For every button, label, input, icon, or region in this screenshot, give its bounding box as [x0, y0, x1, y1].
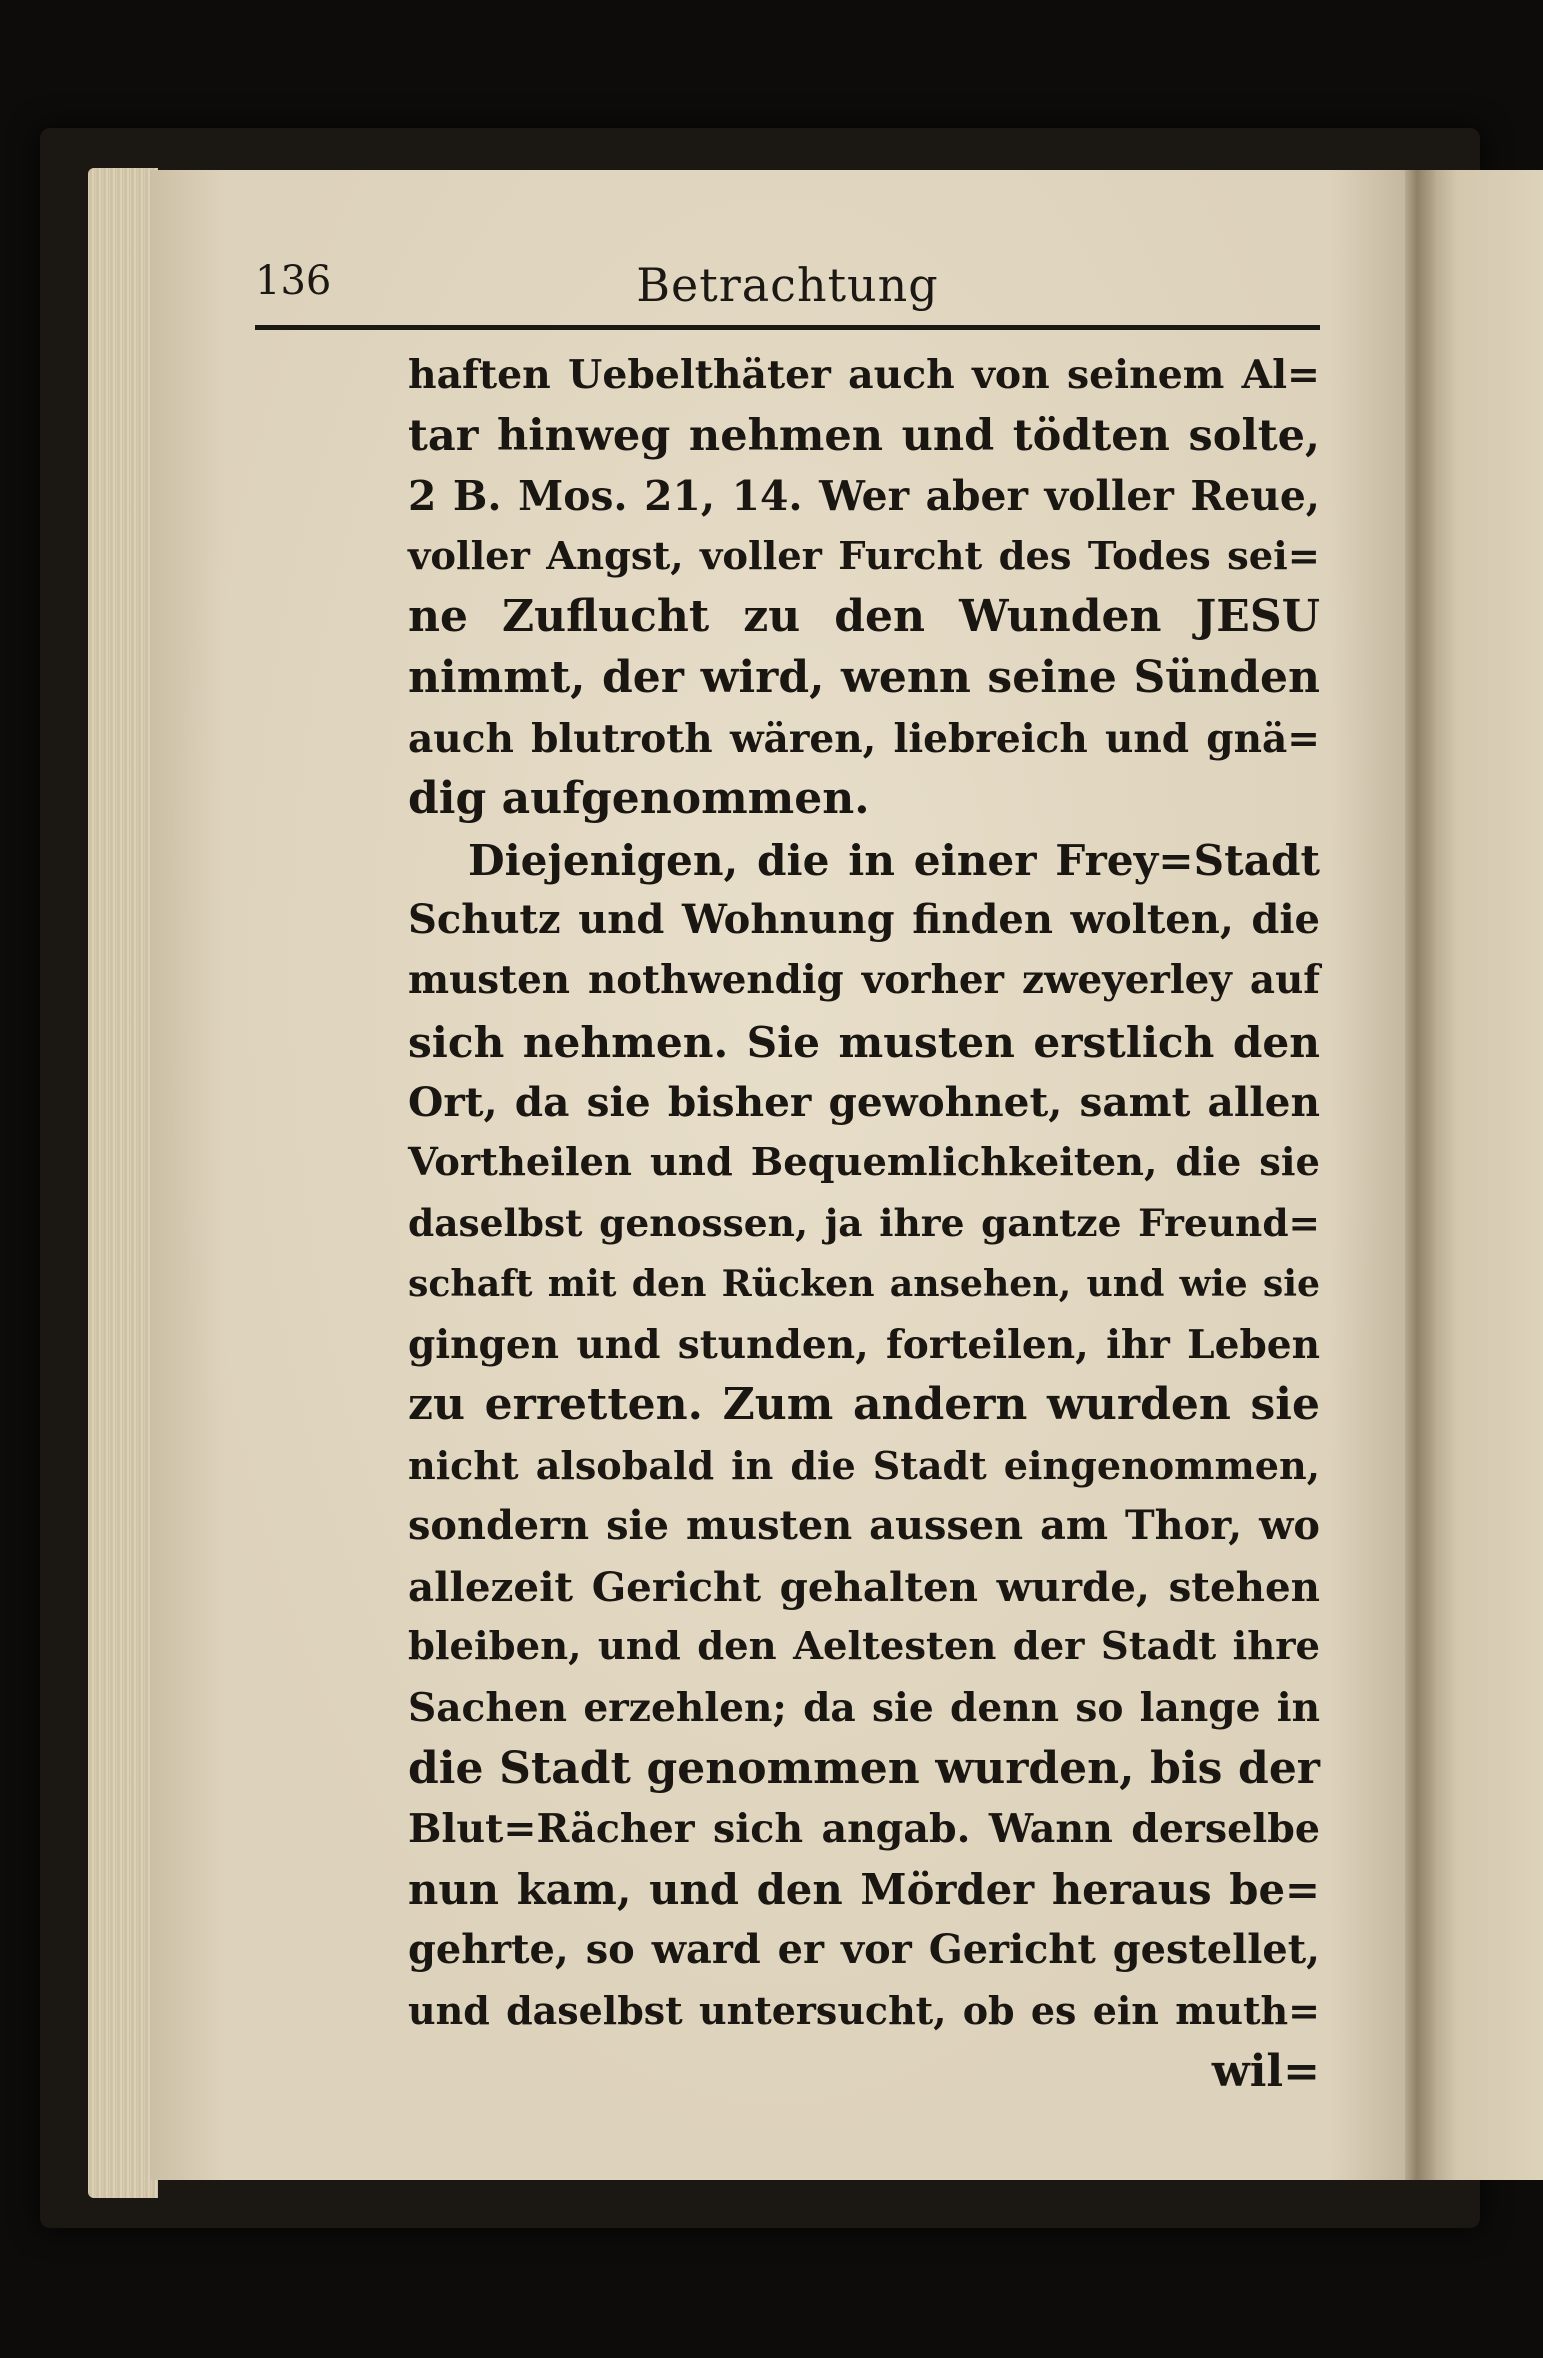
page-number: 136	[255, 258, 332, 304]
text-line: nicht alsobald in die Stadt eingenommen,	[408, 1442, 1320, 1488]
text-line: ne Zuflucht zu den Wunden JESU	[408, 591, 1320, 643]
text-line: nimmt, der wird, wenn seine Sünden	[408, 651, 1320, 703]
text-line: haften Uebelthäter auch von seinem Al=	[408, 352, 1320, 398]
text-line: sich nehmen. Sie musten erstlich den	[408, 1016, 1320, 1067]
text-line: Sachen erzehlen; da sie denn so lange in	[408, 1685, 1320, 1732]
text-line: Blut=Rächer sich angab. Wann derselbe	[408, 1806, 1320, 1853]
text-line: sondern sie musten aussen am Thor, wo	[408, 1503, 1320, 1550]
text-line: zu erretten. Zum andern wurden sie	[408, 1379, 1320, 1431]
text-line: voller Angst, voller Furcht des Todes sei=	[408, 533, 1320, 579]
text-line: auch blutroth wären, liebreich und gnä=	[408, 715, 1320, 762]
text-line: gingen und stunden, forteilen, ihr Leben	[408, 1321, 1320, 1368]
page-edges	[88, 168, 158, 2198]
text-line: Schutz und Wohnung finden wolten, die	[408, 896, 1320, 944]
text-line: gehrte, so ward er vor Gericht gestellet,	[408, 1927, 1320, 1974]
text-line: Diejenigen, die in einer Frey=Stadt	[468, 834, 1320, 885]
text-line: bleiben, und den Aeltesten der Stadt ihre	[408, 1624, 1320, 1670]
catchword: wil=	[1211, 2045, 1320, 2097]
text-line: schaft mit den Rücken ansehen, und wie sie	[408, 1261, 1320, 1305]
text-line: musten nothwendig vorher zweyerley auf	[408, 957, 1320, 1003]
facing-page	[1420, 170, 1543, 2180]
text-line: tar hinweg nehmen und tödten solte,	[408, 410, 1320, 461]
text-line: allezeit Gericht gehalten wurde, stehen	[408, 1562, 1320, 1611]
text-line: Vortheilen und Bequemlichkeiten, die sie	[408, 1139, 1320, 1185]
text-line: 2 B. Mos. 21, 14. Wer aber voller Reue,	[408, 472, 1320, 521]
page-header	[255, 258, 1320, 328]
text-line: daselbst genossen, ja ihre gantze Freund=	[408, 1201, 1320, 1246]
header-rule	[255, 325, 1320, 330]
text-line: dig aufgenommen.	[408, 773, 870, 825]
text-line: die Stadt genommen wurden, bis der	[408, 1742, 1320, 1794]
running-head: Betrachtung	[636, 258, 939, 312]
text-line: und daselbst untersucht, ob es ein muth=	[408, 1988, 1320, 2034]
text-line: nun kam, und den Mörder heraus be=	[408, 1864, 1320, 1914]
text-line: Ort, da sie bisher gewohnet, samt allen	[408, 1078, 1320, 1127]
body-text	[408, 345, 1320, 2102]
